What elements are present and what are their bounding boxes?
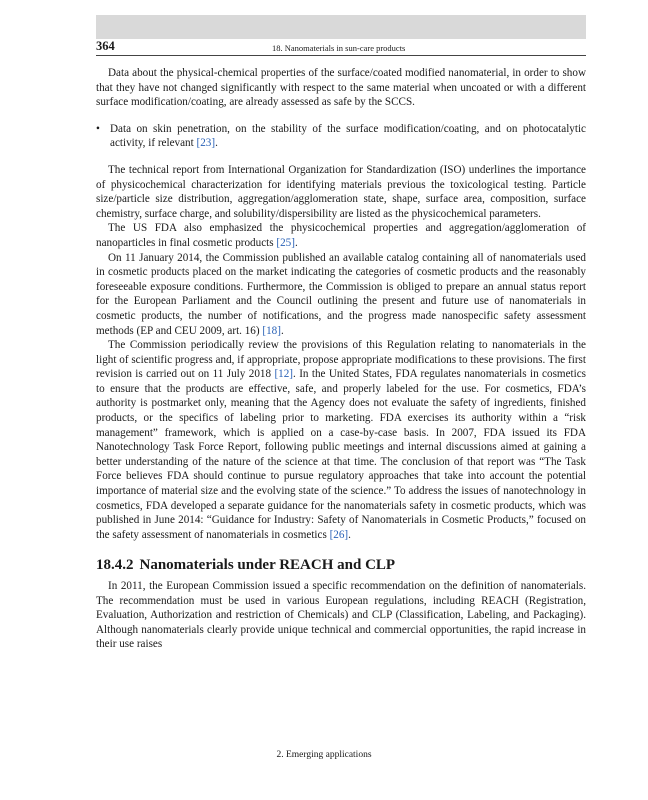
paragraph-text: . In the United States, FDA regulates nanomaterials in cosmetics to ensure that the products are effective, safe, and properly labeled for the use. For cosmetics, FDA’s authority is postmarket only, meaning that the Agency does not evaluate the safety of ingredients, finished products, or the specifics of labeling prior to marketing. FDA exercises its authority within a “risk management” framework, which is applied on a case-by-case basis. In 2007, FDA issued its FDA Nanotechnology Task Force Report, following public meetings and internal discussions aimed at gaining a better understanding of the nature of the science at that time. The conclusion of that report was “The Task Force believes FDA should continue to pursue regulatory approaches that take into account the potential importance of material size and the evolving state of the science.” To address the issues of nanotechnology in cosmetics, FDA developed a separate guidance for the nanomaterials safety in cosmetic products, which was published in June 2014: “Guidance for Industry: Safety of Nanomaterials in Cosmetic Products,” focused on the safety assessment of nanomaterials in cosmetics bbox=[96, 368, 586, 541]
bullet-item-skin-penetration bbox=[96, 122, 586, 151]
paragraph-end: . bbox=[294, 236, 298, 249]
citation-link-23[interactable]: [23] bbox=[196, 137, 216, 150]
paragraph-commission-review bbox=[96, 338, 586, 542]
footer-part-title: 2. Emerging applications bbox=[276, 750, 372, 760]
citation-link-25[interactable]: [25] bbox=[276, 236, 295, 249]
bullet-list bbox=[96, 122, 586, 151]
citation-link-18[interactable]: [18] bbox=[262, 324, 281, 337]
spacer bbox=[96, 110, 586, 122]
paragraph-catalog-2014 bbox=[96, 251, 586, 339]
section-title: Nanomaterials under REACH and CLP bbox=[139, 557, 396, 574]
spacer bbox=[96, 151, 586, 163]
citation-link-12[interactable]: [12] bbox=[274, 368, 293, 381]
bullet-text: Data on skin penetration, on the stability of the surface modification/coating, and on photocatalytic activity, if relevant bbox=[110, 122, 586, 150]
paragraph-text: The US FDA also emphasized the physicochemical properties and aggregation/agglomeration of nanoparticles in final cosmetic products bbox=[96, 222, 586, 249]
paragraph-us-fda bbox=[96, 221, 586, 250]
page-number: 364 bbox=[96, 39, 115, 53]
section-heading bbox=[96, 558, 586, 573]
citation-link-26[interactable]: [26] bbox=[329, 528, 349, 541]
running-head: 18. Nanomaterials in sun-care products bbox=[272, 43, 406, 53]
paragraph-end: . bbox=[348, 528, 351, 541]
header-rule bbox=[96, 55, 586, 56]
paragraph-end: . bbox=[280, 324, 284, 337]
page-body bbox=[96, 66, 586, 652]
bullet-end: . bbox=[215, 137, 218, 150]
paragraph-iso-report: The technical report from International Organization for Standardization (ISO) underlines the importance of physicochemical characterization for identifying materials previous the toxicological testing. Particle size/particle size distribution, aggregation/agglomeration state, shape, surface area, composition, surface chemistry, surface charge, and solubility/dispersibility are listed as the physicochemical parameters. bbox=[96, 163, 586, 220]
section-number: 18.4.2 bbox=[96, 557, 134, 574]
header-band bbox=[96, 15, 586, 39]
paragraph-scc-data: Data about the physical-chemical properties of the surface/coated modified nanomaterial, in order to show that they have not changed significantly with respect to the same material when uncoated or with a different surface modification/coating, are already assessed as safe by the SCCS. bbox=[96, 67, 586, 109]
paragraph-text: The Commission periodically review the provisions of this Regulation relating to nanomaterials in the light of scientific progress and, if appropriate, propose appropriate modifications to these provisions. The first revision is carried out on 11 July 2018 bbox=[96, 339, 586, 381]
paragraph-text: On 11 January 2014, the Commission published an available catalog containing all of nanomaterials used in cosmetic products placed on the market indicating the categories of cosmetic products and the reasonably foreseeable exposure conditions. Furthermore, the Commission is obliged to prepare an annual status report for the European Parliament and the Council outlining the present and future use of nanomaterials in cosmetic products, the number of notifications, and the progress made nanospecific safety assessment methods (EP and CEU 2009, art. 16) bbox=[96, 251, 586, 337]
paragraph-reach-clp: In 2011, the European Commission issued a specific recommendation on the definition of nanomaterials. The recommendation must be used in various European regulations, including REACH (Registration, Evaluation, Authorization and restriction of Chemicals) and CLP (Classification, Labeling, and Packaging). Although nanomaterials clearly provide unique technical and commercial opportunities, the rapid increase in their use raises bbox=[96, 580, 586, 651]
